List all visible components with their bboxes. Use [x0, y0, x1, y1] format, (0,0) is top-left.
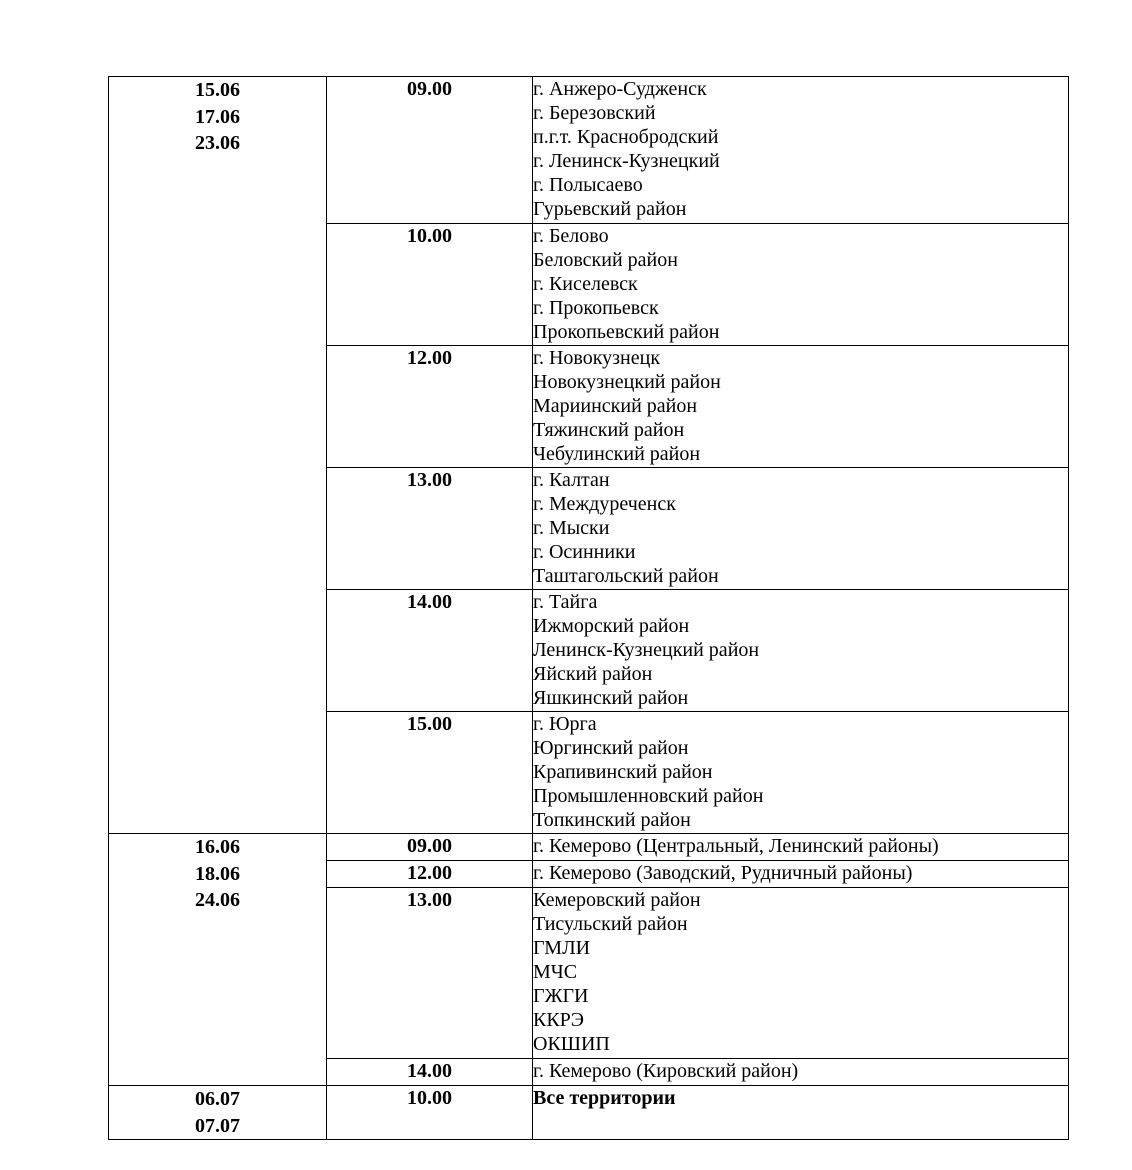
place: г. Белово [533, 225, 609, 247]
place: г. Тайга [533, 591, 598, 613]
place: Таштагольский район [533, 565, 719, 587]
place: г. Полысаево [533, 174, 643, 196]
place: Кемеровский район [533, 889, 701, 911]
place: ОКШИП [533, 1033, 610, 1055]
schedule-table [108, 76, 1069, 1140]
places-cell [533, 77, 1069, 224]
place: г. Кемерово (Заводский, Рудничный районы) [533, 862, 913, 884]
place: Яйский район [533, 663, 653, 685]
places-cell [533, 346, 1069, 468]
places-cell [533, 834, 1069, 861]
date: 07.07 [195, 1114, 240, 1137]
date: 24.06 [195, 889, 240, 911]
place: г. Междуреченск [533, 493, 676, 515]
time-cell: 14.00 [327, 590, 533, 712]
place: г. Кемерово (Центральный, Ленинский районы) [533, 835, 939, 857]
place: г. Киселевск [533, 273, 638, 295]
places-cell [533, 590, 1069, 712]
place: Юргинский район [533, 737, 689, 759]
date: 17.06 [195, 105, 240, 128]
date: 16.06 [195, 836, 240, 858]
place: Ленинск-Кузнецкий район [533, 639, 760, 661]
place: Все территории [533, 1087, 676, 1109]
places-cell [533, 888, 1069, 1059]
place: г. Калтан [533, 469, 610, 491]
place: Гурьевский район [533, 198, 687, 220]
place: Беловский район [533, 249, 678, 271]
place: Крапивинский район [533, 761, 713, 783]
dates-cell [109, 1086, 327, 1140]
place: г. Новокузнецк [533, 347, 661, 369]
dates-cell [109, 834, 327, 1086]
table-row [109, 77, 1069, 224]
places-cell [533, 1059, 1069, 1086]
place: г. Мыски [533, 517, 610, 539]
date: 18.06 [195, 862, 240, 885]
time-cell: 14.00 [327, 1059, 533, 1086]
table-row [109, 834, 1069, 861]
place: Яшкинский район [533, 687, 689, 709]
place: Чебулинский район [533, 443, 701, 465]
date: 06.07 [195, 1088, 240, 1110]
place: г. Березовский [533, 102, 656, 124]
place: г. Осинники [533, 541, 636, 563]
time-cell: 15.00 [327, 712, 533, 834]
dates-cell [109, 77, 327, 834]
places-cell [533, 468, 1069, 590]
place: ГМЛИ [533, 937, 591, 959]
places-cell [533, 224, 1069, 346]
place: г. Анжеро-Судженск [533, 78, 707, 100]
time-cell: 10.00 [327, 224, 533, 346]
date: 15.06 [195, 79, 240, 101]
place: Новокузнецкий район [533, 371, 721, 393]
time-cell: 09.00 [327, 77, 533, 224]
place: МЧС [533, 961, 578, 983]
place: Прокопьевский район [533, 321, 720, 343]
time-cell: 12.00 [327, 346, 533, 468]
place: Топкинский район [533, 809, 691, 831]
time-cell: 10.00 [327, 1086, 533, 1140]
place: Мариинский район [533, 395, 698, 417]
time-cell: 09.00 [327, 834, 533, 861]
place: г. Ленинск-Кузнецкий [533, 150, 720, 172]
place: г. Юрга [533, 713, 597, 735]
place: ККРЭ [533, 1009, 585, 1031]
places-cell [533, 1086, 1069, 1140]
place: г. Прокопьевск [533, 297, 659, 319]
place: п.г.т. Краснобродский [533, 126, 719, 148]
places-cell [533, 861, 1069, 888]
place: Ижморский район [533, 615, 690, 637]
place: ГЖГИ [533, 985, 589, 1007]
time-cell: 13.00 [327, 888, 533, 1059]
time-cell: 13.00 [327, 468, 533, 590]
places-cell [533, 712, 1069, 834]
table-row [109, 1086, 1069, 1140]
date: 23.06 [195, 132, 240, 154]
place: Промышленновский район [533, 785, 764, 807]
place: Тисульский район [533, 913, 688, 935]
time-cell: 12.00 [327, 861, 533, 888]
place: г. Кемерово (Кировский район) [533, 1060, 799, 1082]
place: Тяжинский район [533, 419, 685, 441]
